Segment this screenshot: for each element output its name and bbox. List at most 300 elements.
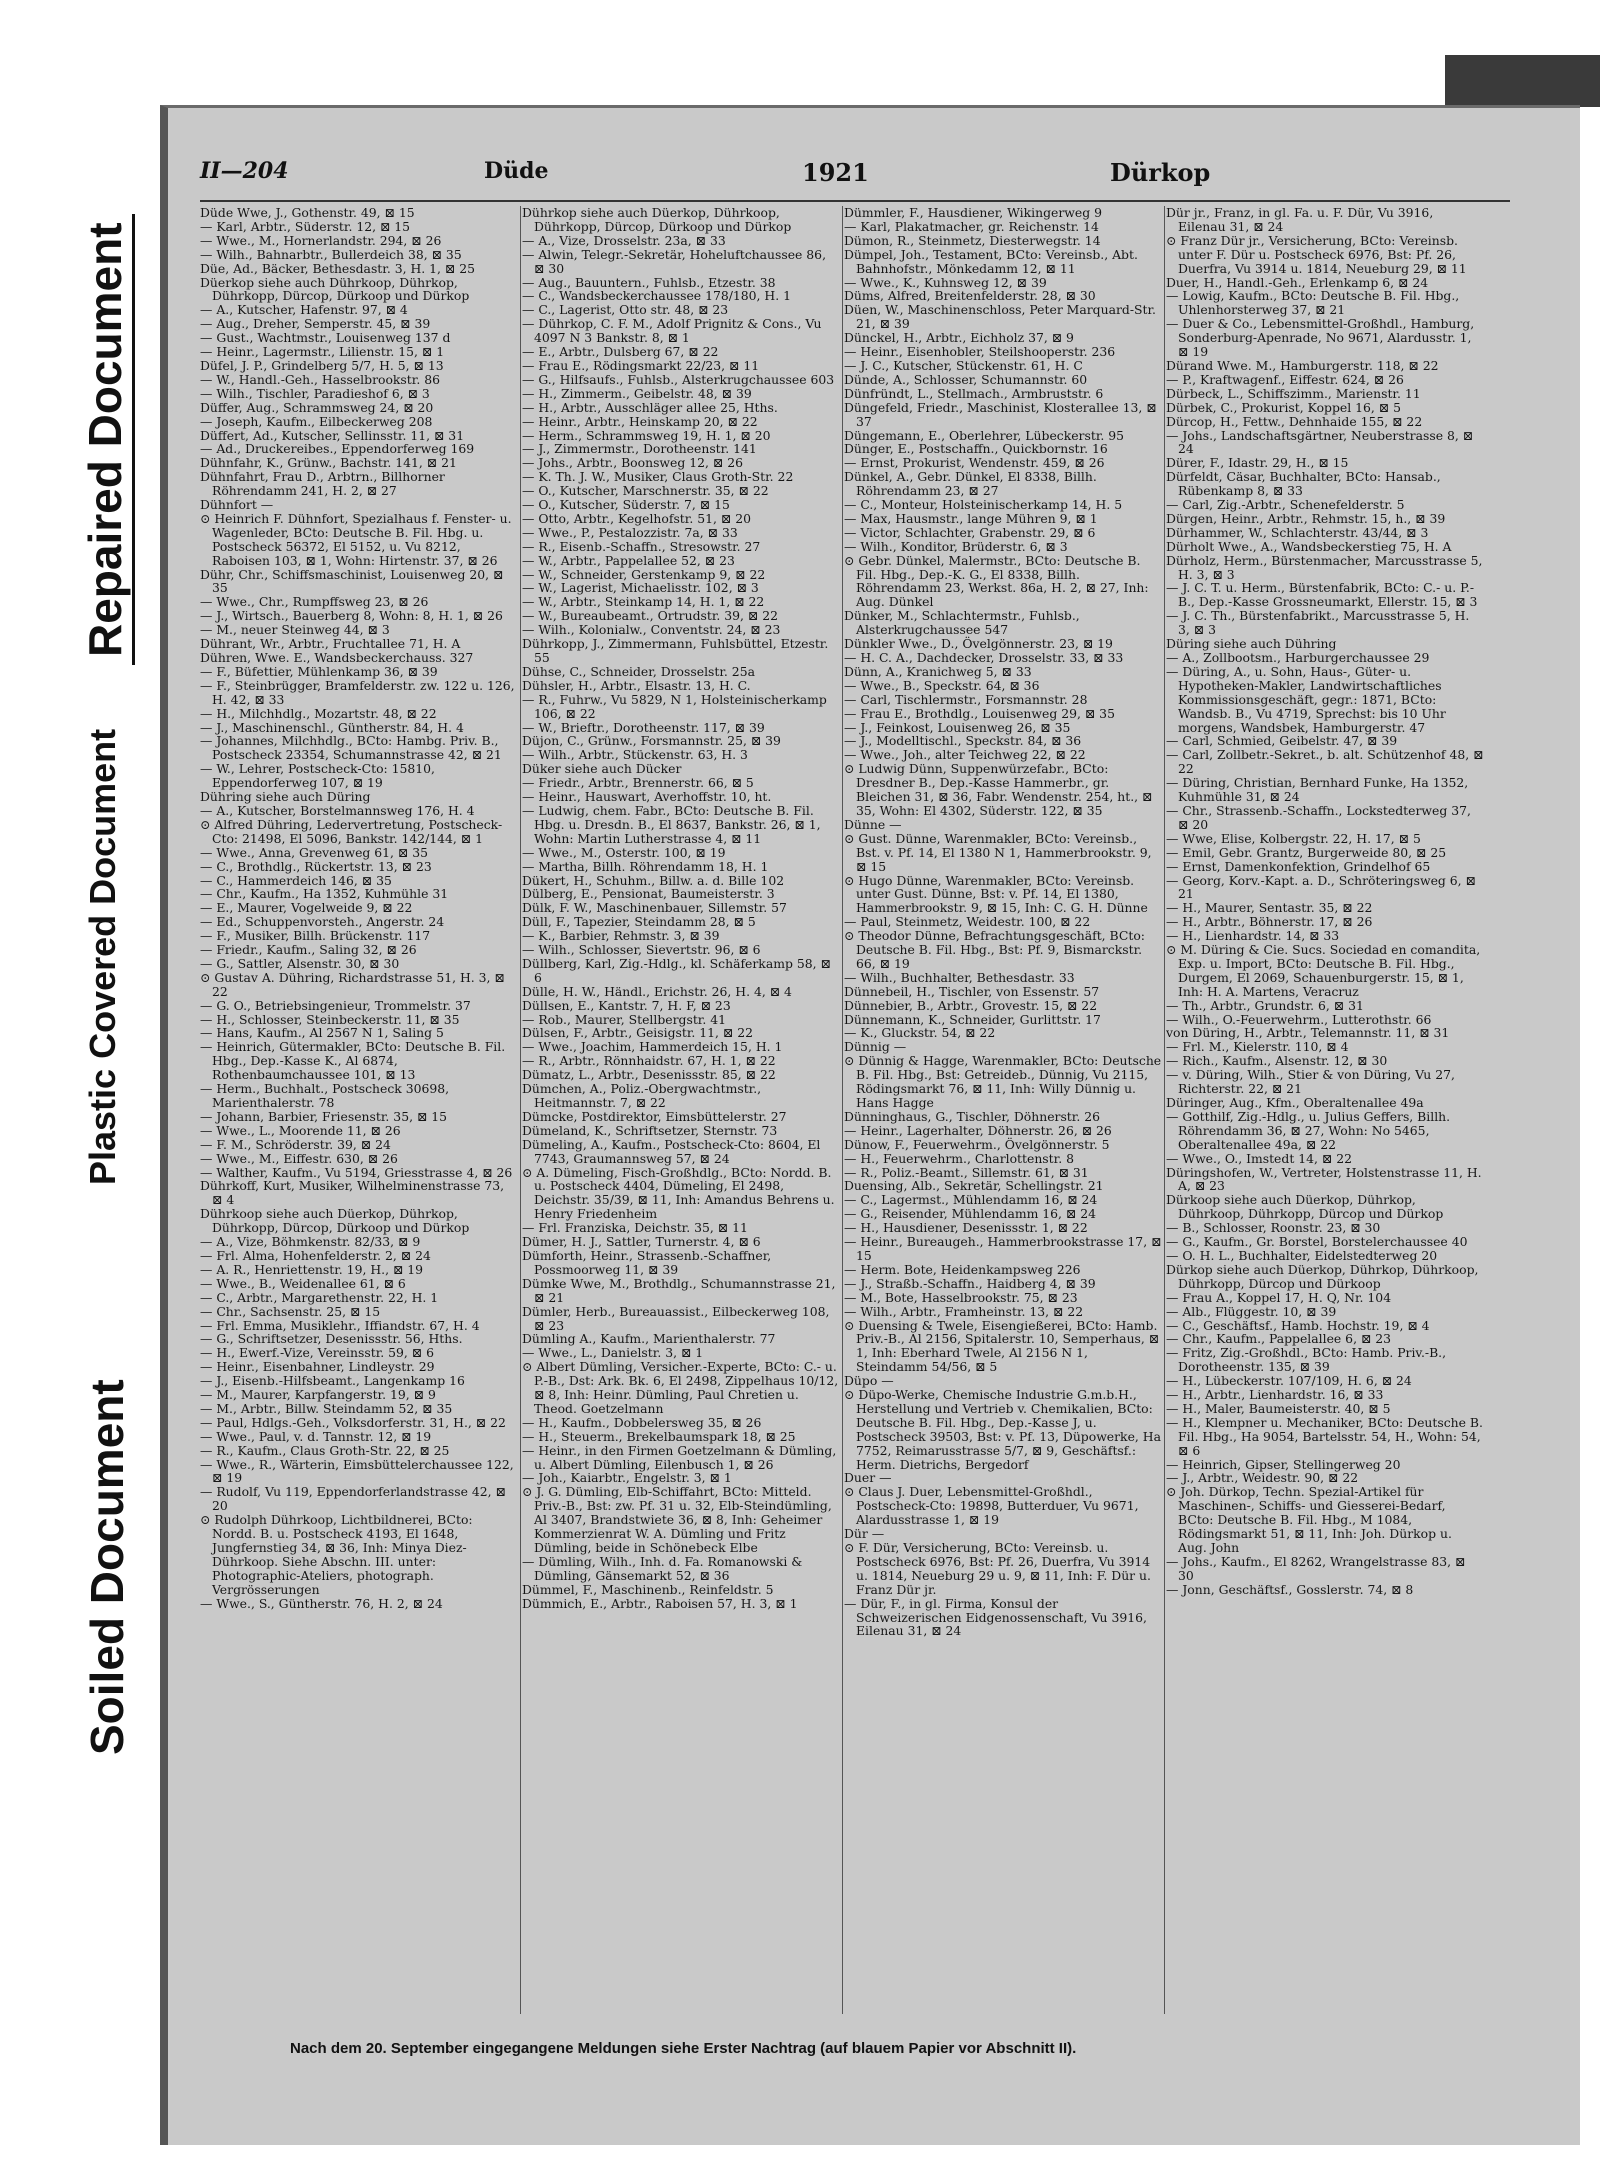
directory-entry: — J., Arbtr., Weidestr. 90, ⊠ 22	[1166, 1470, 1359, 1486]
directory-entry: — Max, Hausmstr., lange Mühren 9, ⊠ 1	[844, 510, 1098, 526]
directory-entry: — Wilh., Bahnarbtr., Bullerdeich 38, ⊠ 35	[200, 246, 462, 262]
directory-entry: — J., Maschinenschl., Güntherstr. 84, H. 4	[200, 719, 464, 735]
directory-entry: Düe, Ad., Bäcker, Bethesdastr. 3, H. 1, ⊠ 25	[200, 260, 476, 276]
directory-entry: Dühren, Wwe. E., Wandsbeckerchauss. 327	[200, 650, 474, 665]
directory-entry: — W., Arbtr., Steinkamp 14, H. 1, ⊠ 22	[522, 594, 765, 610]
directory-entry: — Aug., Dreher, Semperstr. 45, ⊠ 39	[200, 316, 431, 332]
directory-entry: Dühring siehe auch Düring	[200, 789, 371, 805]
directory-entry: — Wwe., Chr., Rumpffsweg 23, ⊠ 26	[200, 594, 429, 610]
directory-entry: Dünnebeil, H., Tischler, von Essenstr. 57	[844, 983, 1100, 999]
directory-entry: — K. Th. J. W., Musiker, Claus Groth-Str. 22	[522, 469, 794, 485]
directory-entry: — Walther, Kaufm., Vu 5194, Griesstrasse 4, ⊠ 26	[200, 1164, 513, 1180]
directory-entry: Dümler, Herb., Bureauassist., Eilbeckerweg 108, ⊠ 23	[522, 1303, 830, 1333]
directory-entry: — Heinr., Bureaugeh., Hammerbrookstrasse 17, ⊠ 15	[844, 1234, 1162, 1263]
directory-entry: — J., Feinkost, Louisenweg 26, ⊠ 35	[844, 719, 1071, 735]
directory-entry: ⊙ Dünnig & Hagge, Warenmakler, BCto: Deutsche B. Fil. Hbg., Bst: Getreideb., Dünnig, Vu 2115, Rödingsmarkt 76, ⊠ 11, Inh: Willy Dünnig u. Hans Hagge	[844, 1053, 1162, 1110]
directory-entry: Dümon, R., Steinmetz, Diesterwegstr. 14	[844, 232, 1101, 248]
directory-entry: — Ernst, Damenkonfektion, Grindelhof 65	[1166, 858, 1431, 874]
directory-entry: — K., Barbier, Rehmstr. 3, ⊠ 39	[522, 928, 720, 944]
directory-entry: Dür jr., Franz, in gl. Fa. u. F. Dür, Vu 3916, Eilenau 31, ⊠ 24	[1166, 206, 1434, 234]
directory-entry: — G., Schriftsetzer, Desenissstr. 56, Hths.	[200, 1331, 463, 1347]
directory-entry: Dümcke, Postdirektor, Eimsbüttelerstr. 27	[522, 1108, 787, 1124]
directory-entry: Dünne —	[844, 816, 902, 832]
directory-entry: Dümatz, L., Arbtr., Desenissstr. 85, ⊠ 22	[522, 1067, 776, 1083]
directory-entry: — J., Eisenb.-Hilfsbeamt., Langenkamp 16	[200, 1373, 465, 1389]
directory-entry: Dürand Wwe. M., Hamburgerstr. 118, ⊠ 22	[1166, 357, 1439, 373]
directory-entry: — W., Lagerist, Michaelisstr. 102, ⊠ 3	[522, 580, 759, 596]
directory-entry: — O. H. L., Buchhalter, Eidelstedterweg 20	[1166, 1247, 1438, 1263]
soiled-document-label: Soiled Document	[81, 1379, 133, 1755]
directory-entry: — Georg, Korv.-Kapt. a. D., Schröteringsweg 6, ⊠ 21	[1166, 872, 1476, 902]
directory-entry: — Heinr., Lagermstr., Lilienstr. 15, ⊠ 1	[200, 344, 445, 360]
directory-entry: — C., Geschäftsf., Hamb. Hochstr. 19, ⊠ 4	[1166, 1317, 1430, 1333]
directory-entry: — Lowig, Kaufm., BCto: Deutsche B. Fil. Hbg., Uhlenhorsterweg 37, ⊠ 21	[1166, 288, 1460, 318]
directory-entry: Dühnfahrt, Frau D., Arbtrn., Billhorner Röhrendamm 241, H. 2, ⊠ 27	[200, 469, 445, 499]
directory-entry: — C., Monteur, Holsteinischerkamp 14, H. 5	[844, 497, 1123, 513]
directory-entry: Dühnfahr, K., Grünw., Bachstr. 141, ⊠ 21	[200, 455, 457, 471]
directory-entry: — Duer & Co., Lebensmittel-Großhdl., Hamburg, Sonderburg-Apenrade, No 9671, Alardusstr. 1, ⊠ 19	[1166, 316, 1475, 360]
directory-entry: — Johs., Landschaftsgärtner, Neuberstrasse 8, ⊠ 24	[1166, 427, 1474, 457]
directory-entry: — v. Düring, Wilh., Stier & von Düring, Vu 27, Richterstr. 22, ⊠ 21	[1166, 1067, 1455, 1097]
directory-entry: Dünker, M., Schlachtermstr., Fuhlsb., Alsterkrugchaussee 547	[844, 608, 1080, 638]
directory-entry: — Frau E., Rödingsmarkt 22/23, ⊠ 11	[522, 357, 760, 373]
directory-entry: Düde Wwe, J., Gothenstr. 49, ⊠ 15	[200, 206, 415, 220]
directory-entry: — A., Kutscher, Borstelmannsweg 176, H. 4	[200, 802, 475, 818]
directory-entry: — W., Lehrer, Postscheck-Cto: 15810, Eppendorferweg 107, ⊠ 19	[200, 761, 435, 791]
directory-entry: Düpo —	[844, 1373, 894, 1389]
directory-entry: — J., Wirtsch., Bauerberg 8, Wohn: 8, H. 1, ⊠ 26	[200, 608, 503, 624]
directory-entry: — Carl, Zig.-Arbtr., Schenefelderstr. 5	[1166, 497, 1405, 513]
directory-entry: Dürholz, Herm., Bürstenmacher, Marcusstrasse 5, H. 3, ⊠ 3	[1166, 552, 1483, 582]
directory-entry: — Martha, Billh. Röhrendamm 18, H. 1	[522, 858, 769, 874]
directory-entry: Dürholt Wwe., A., Wandsbeckerstieg 75, H. A	[1166, 538, 1452, 554]
directory-entry: ⊙ F. Dür, Versicherung, BCto: Vereinsb. u. Postscheck 6976, Bst: Pf. 26, Duerfra, Vu 3914 u. 1814, Neueburg 29 u. 9, ⊠ 11, Inh: F. Dür u. Franz Dür jr.	[844, 1540, 1151, 1597]
directory-entry: — Rich., Kaufm., Alsenstr. 12, ⊠ 30	[1166, 1053, 1388, 1069]
directory-entry: — H. C. A., Dachdecker, Drosselstr. 33, ⊠ 33	[844, 650, 1124, 665]
directory-entry: — F. M., Schröderstr. 39, ⊠ 24	[200, 1136, 391, 1152]
directory-entry: — Heinr., Eisenbahner, Lindleystr. 29	[200, 1359, 435, 1375]
directory-entry: Dümeling, A., Kaufm., Postscheck-Cto: 8604, El 7743, Graumannsweg 57, ⊠ 24	[522, 1136, 821, 1166]
directory-entry: — Wilh., Arbtr., Stückenstr. 63, H. 3	[522, 747, 748, 763]
directory-entry: — R., Poliz.-Beamt., Sillemstr. 61, ⊠ 31	[844, 1164, 1089, 1180]
directory-entry: — Wwe., B., Weidenallee 61, ⊠ 6	[200, 1275, 406, 1291]
directory-entry: Dümmler, F., Hausdiener, Wikingerweg 9	[844, 206, 1102, 220]
directory-entry: — H., Maurer, Sentastr. 35, ⊠ 22	[1166, 900, 1373, 916]
directory-entry: — Wilh., Schlosser, Sievertstr. 96, ⊠ 6	[522, 942, 761, 958]
directory-entry: — Heinr., Arbtr., Heinskamp 20, ⊠ 22	[522, 413, 758, 429]
directory-entry: — Rob., Maurer, Stellbergstr. 41	[522, 1011, 727, 1027]
directory-entry: Dürbeck, L., Schiffszimm., Marienstr. 11	[1166, 385, 1421, 401]
directory-entry: Dürer, F., Idastr. 29, H., ⊠ 15	[1166, 455, 1349, 471]
directory-entry: Duer, H., Handl.-Geh., Erlenkamp 6, ⊠ 24	[1166, 274, 1429, 290]
directory-entry: Dühr, Chr., Schiffsmaschinist, Louisenweg 20, ⊠ 35	[200, 566, 504, 596]
directory-entry: — H., Arbtr., Böhnerstr. 17, ⊠ 26	[1166, 914, 1373, 930]
directory-entry: — H., Schlosser, Steinbeckerstr. 11, ⊠ 35	[200, 1011, 460, 1027]
directory-entry: — Friedr., Kaufm., Saling 32, ⊠ 26	[200, 942, 417, 958]
directory-entry: — M., Bote, Hasselbrookstr. 75, ⊠ 23	[844, 1289, 1078, 1305]
document-condition-labels	[0, 0, 150, 2177]
directory-entry: — Heinrich, Gütermakler, BCto: Deutsche B. Fil. Hbg., Dep.-Kasse K., Al 6874, Rothenbaumchaussee 101, ⊠ 13	[200, 1039, 506, 1083]
directory-entry: — Heinr., Hauswart, Averhoffstr. 10, ht.	[522, 789, 772, 805]
directory-entry: Duensing, Alb., Sekretär, Schellingstr. 21	[844, 1178, 1104, 1194]
directory-entry: — Wilh., Arbtr., Framheinstr. 13, ⊠ 22	[844, 1303, 1084, 1319]
directory-entry: — Ed., Schuppenvorsteh., Angerstr. 24	[200, 914, 445, 930]
directory-entry: — Düring, Christian, Bernhard Funke, Ha 1352, Kuhmühle 31, ⊠ 24	[1166, 775, 1469, 805]
directory-entry: — Victor, Schlachter, Grabenstr. 29, ⊠ 6	[844, 524, 1096, 540]
directory-entry: — Wwe., Joh., alter Teichweg 22, ⊠ 22	[844, 747, 1086, 763]
directory-entry: — Wwe., O., Imstedt 14, ⊠ 22	[1166, 1150, 1352, 1166]
directory-entry: — P., Kraftwagenf., Eiffestr. 624, ⊠ 26	[1166, 371, 1404, 387]
directory-entry: ⊙ Gustav A. Dühring, Richardstrasse 51, H. 3, ⊠ 22	[200, 969, 505, 999]
directory-entry: — Carl, Schmied, Geibelstr. 47, ⊠ 39	[1166, 733, 1398, 749]
directory-entry: Dünninghaus, G., Tischler, Döhnerstr. 26	[844, 1108, 1100, 1124]
directory-entry: — Joseph, Kaufm., Eilbeckerweg 208	[200, 413, 433, 429]
directory-entry: Düjon, C., Grünw., Forsmannstr. 25, ⊠ 39	[522, 733, 781, 749]
directory-entry: ⊙ Hugo Dünne, Warenmakler, BCto: Vereinsb. unter Gust. Dünne, Bst: v. Pf. 14, El 1380, Hammerbrookstr. 9, ⊠ 15, Inh: C. G. H. Dünne	[844, 872, 1148, 916]
directory-entry: Dünn, A., Kranichweg 5, ⊠ 33	[844, 663, 1032, 679]
directory-entry: — Rudolf, Vu 119, Eppendorferlandstrasse 42, ⊠ 20	[200, 1484, 506, 1514]
directory-entry: — Ad., Druckereibes., Eppendorferweg 169	[200, 441, 475, 457]
directory-entry: Dührant, Wr., Arbtr., Fruchtallee 71, H. A	[200, 636, 461, 652]
directory-entry: Dünow, F., Feuerwehrm., Övelgönnerstr. 5	[844, 1136, 1110, 1152]
directory-entry: — R., Eisenb.-Schaffn., Stresowstr. 27	[522, 538, 761, 554]
directory-entry: — Friedr., Arbtr., Brennerstr. 66, ⊠ 5	[522, 775, 754, 791]
directory-entry: Dührkopp, J., Zimmermann, Fuhlsbüttel, Etzestr. 55	[522, 636, 829, 665]
directory-entry: — C., Wandsbeckerchaussee 178/180, H. 1	[522, 288, 791, 304]
header-first-entry: Düde	[484, 158, 549, 184]
directory-entry: Dühnfort —	[200, 497, 274, 513]
directory-entry: — C., Arbtr., Margarethenstr. 22, H. 1	[200, 1289, 439, 1305]
directory-entry: Düffert, Ad., Kutscher, Sellinsstr. 11, ⊠ 31	[200, 427, 465, 443]
directory-entry: Dünnebier, B., Arbtr., Grovestr. 15, ⊠ 22	[844, 997, 1098, 1013]
directory-entry: Düngemann, E., Oberlehrer, Lübeckerstr. 95	[844, 427, 1125, 443]
header-rule	[200, 200, 1510, 202]
directory-entry: — Frl. M., Kielerstr. 110, ⊠ 4	[1166, 1039, 1349, 1055]
directory-entry: — M., Maurer, Karpfangerstr. 19, ⊠ 9	[200, 1387, 436, 1403]
directory-entry: — J. C. Th., Bürstenfabrikt., Marcusstrasse 5, H. 3, ⊠ 3	[1166, 608, 1470, 638]
directory-entry: — Hans, Kaufm., Al 2567 N 1, Saling 5	[200, 1025, 444, 1041]
directory-entry: — Chr., Kaufm., Pappelallee 6, ⊠ 23	[1166, 1331, 1392, 1347]
directory-entry: — J., Zimmermstr., Dorotheenstr. 141	[522, 441, 757, 457]
directory-entry: Dümer, H. J., Sattler, Turnerstr. 4, ⊠ 6	[522, 1234, 761, 1250]
directory-entry: — H., Klempner u. Mechaniker, BCto: Deutsche B. Fil. Hbg., Ha 9054, Bartelsstr. 54, H., Wohn: 54, ⊠ 6	[1166, 1414, 1483, 1458]
directory-column-1	[200, 206, 518, 2026]
directory-entry: — Wwe., M., Osterstr. 100, ⊠ 19	[522, 844, 726, 860]
directory-entry: — Heinrich, Gipser, Stellingerweg 20	[1166, 1456, 1401, 1472]
directory-entry: Düring siehe auch Dühring	[1166, 636, 1337, 652]
directory-entry: — J. C., Kutscher, Stückenstr. 61, H. C	[844, 357, 1083, 373]
directory-entry: ⊙ A. Dümeling, Fisch-Großhdlg., BCto: Nordd. B. u. Postscheck 4404, Dümeling, El 2498, Deichstr. 35/39, ⊠ 11, Inh: Amandus Behrens u. Henry Friedenheim	[522, 1164, 835, 1222]
directory-entry: — Karl, Arbtr., Süderstr. 12, ⊠ 15	[200, 218, 411, 234]
directory-entry: — J., Straßb.-Schaffn., Haidberg 4, ⊠ 39	[844, 1275, 1096, 1291]
directory-entry: — B., Schlosser, Roonstr. 23, ⊠ 30	[1166, 1220, 1381, 1236]
directory-entry: — Frl. Alma, Hohenfelderstr. 2, ⊠ 24	[200, 1247, 431, 1263]
directory-column-3	[844, 206, 1162, 2026]
directory-entry: — Chr., Sachsenstr. 25, ⊠ 15	[200, 1303, 381, 1319]
directory-entry: Dünkler Wwe., D., Övelgönnerstr. 23, ⊠ 19	[844, 636, 1113, 652]
repaired-document-label: Repaired Document	[78, 214, 135, 665]
directory-entry: — Carl, Tischlermstr., Forsmannstr. 28	[844, 691, 1088, 707]
directory-entry: — Düring, A., u. Sohn, Haus-, Güter- u. Hypotheken-Makler, Landwirtschaftliches Kommissionsgeschäft, gegr.: 1871, BCto: Wandsb. B., Vu 4719, Sprechst: bis 10 Uhr morgens, Wandsbek, Hamburgerstr. 47	[1166, 663, 1446, 735]
directory-entry: Dünger, E., Postschaffn., Quickbornstr. 16	[844, 441, 1108, 457]
directory-entry: — Gust., Wachtmstr., Louisenweg 137 d	[200, 330, 451, 346]
directory-entry: — Herm. Bote, Heidenkampsweg 226	[844, 1261, 1081, 1277]
directory-entry: — F., Büfettier, Mühlenkamp 36, ⊠ 39	[200, 663, 438, 679]
directory-entry: Duer —	[844, 1470, 892, 1486]
directory-entry: — Dümling, Wilh., Inh. d. Fa. Romanowski & Dümling, Gänsemarkt 52, ⊠ 36	[522, 1553, 803, 1583]
directory-column-2	[522, 206, 840, 2026]
plastic-covered-document-label: Plastic Covered Document	[82, 728, 123, 1185]
directory-entry: — O., Kutscher, Süderstr. 7, ⊠ 15	[522, 497, 730, 513]
directory-entry: ⊙ Heinrich F. Dühnfort, Spezialhaus f. Fenster- u. Wagenleder, BCto: Deutsche B. Fil. Hbg. u. Postscheck 56372, El 5152, u. Vu 8212, Raboisen 103, ⊠ 1, Wohn: Hirtenstr. 37, ⊠ 26	[200, 510, 512, 568]
directory-entry: — Chr., Kaufm., Ha 1352, Kuhmühle 31	[200, 886, 449, 902]
directory-entry: Dümeland, K., Schriftsetzer, Sternstr. 73	[522, 1122, 778, 1138]
directory-entry: — H., Arbtr., Ausschläger allee 25, Hths.	[522, 399, 778, 415]
directory-entry: — H., Ewerf.-Vize, Vereinsstr. 59, ⊠ 6	[200, 1345, 434, 1361]
directory-entry: — Wilh., O.-Feuerwehrm., Lutterothstr. 66	[1166, 1011, 1432, 1027]
directory-entry: — J., Modelltischl., Speckstr. 84, ⊠ 36	[844, 733, 1082, 749]
directory-entry: Düms, Alfred, Breitenfelderstr. 28, ⊠ 30	[844, 288, 1096, 304]
directory-entry: Dükert, H., Schuhm., Billw. a. d. Bille 102	[522, 872, 785, 888]
directory-entry: — H., Zimmerm., Geibelstr. 48, ⊠ 39	[522, 385, 752, 401]
directory-entry: Dührkoop siehe auch Düerkop, Dührkop, Dührkopp, Dürcop, Dürkoop und Dürkop	[200, 1206, 470, 1236]
directory-entry: — Wwe., M., Hornerlandstr. 294, ⊠ 26	[200, 232, 442, 248]
directory-entry: Dühsler, H., Arbtr., Elsastr. 13, H. C.	[522, 677, 751, 693]
directory-entry: Düffer, Aug., Schrammsweg 24, ⊠ 20	[200, 399, 434, 415]
directory-entry: Dühse, C., Schneider, Drosselstr. 25a	[522, 663, 755, 679]
directory-entry: Dürcop, H., Fettw., Dehnhaide 155, ⊠ 22	[1166, 413, 1423, 429]
directory-entry: — Paul, Steinmetz, Weidestr. 100, ⊠ 22	[844, 914, 1091, 930]
directory-entry: — H., Arbtr., Lienhardstr. 16, ⊠ 33	[1166, 1387, 1384, 1403]
directory-entry: — Paul, Hdlgs.-Geh., Volksdorferstr. 31, H., ⊠ 22	[200, 1414, 506, 1430]
directory-entry: Dümchen, A., Poliz.-Obergwachtmstr., Heitmannstr. 7, ⊠ 22	[522, 1081, 762, 1110]
directory-entry: — H., Maler, Baumeisterstr. 40, ⊠ 5	[1166, 1400, 1391, 1416]
directory-entry: ⊙ Joh. Dürkop, Techn. Spezial-Artikel für Maschinen-, Schiffs- und Giesserei-Bedarf, BCto: Deutsche B. Fil. Hbg., M 1084, Rödingsmarkt 51, ⊠ 11, Inh: Joh. Dürkop u. Aug. John	[1166, 1484, 1452, 1555]
directory-entry: von Düring, H., Arbtr., Telemannstr. 11, ⊠ 31	[1166, 1025, 1450, 1041]
directory-entry: — W., Arbtr., Pappelallee 52, ⊠ 23	[522, 552, 735, 568]
directory-entry: Dürbek, C., Prokurist, Koppel 16, ⊠ 5	[1166, 399, 1401, 415]
directory-entry: — H., Lübeckerstr. 107/109, H. 6, ⊠ 24	[1166, 1373, 1412, 1389]
directory-entry: — Joh., Kaiarbtr., Engelstr. 3, ⊠ 1	[522, 1470, 732, 1486]
directory-entry: — Johannes, Milchhdlg., BCto: Hambg. Priv. B., Postscheck 23354, Schumannstrasse 42, ⊠ 21	[200, 733, 502, 763]
directory-entry: — G., Hilfsaufs., Fuhlsb., Alsterkrugchaussee 603	[522, 371, 835, 387]
directory-entry: Düringshofen, W., Vertreter, Holstenstrasse 11, H. A, ⊠ 23	[1166, 1164, 1482, 1194]
directory-entry: — Alb., Flüggestr. 10, ⊠ 39	[1166, 1303, 1337, 1319]
directory-entry: — H., Lienhardstr. 14, ⊠ 33	[1166, 928, 1340, 944]
directory-entry: — Wilh., Konditor, Brüderstr. 6, ⊠ 3	[844, 538, 1068, 554]
directory-entry: Düringer, Aug., Kfm., Oberaltenallee 49a	[1166, 1095, 1424, 1110]
directory-entry: — Heinr., Lagerhalter, Döhnerstr. 26, ⊠ 26	[844, 1122, 1112, 1138]
directory-entry: — H., Feuerwehrm., Charlottenstr. 8	[844, 1150, 1074, 1166]
directory-entry: Dülberg, E., Pensionat, Baumeisterstr. 3	[522, 886, 775, 902]
directory-entry: — W., Bureaubeamt., Ortrudstr. 39, ⊠ 22	[522, 608, 779, 624]
directory-entry: ⊙ Alfred Dühring, Ledervertretung, Postscheck-Cto: 21498, El 5096, Bankstr. 142/144, ⊠ 1	[200, 816, 503, 846]
directory-entry: — Johs., Kaufm., El 8262, Wrangelstrasse 83, ⊠ 30	[1166, 1553, 1466, 1583]
directory-entry: Düfel, J. P., Grindelberg 5/7, H. 5, ⊠ 13	[200, 357, 444, 373]
scan-corner-shadow	[1445, 55, 1600, 107]
directory-entry: — F., Steinbrügger, Bramfelderstr. zw. 122 u. 126, H. 42, ⊠ 33	[200, 677, 515, 707]
directory-entry: — Frau E., Brothdlg., Louisenweg 29, ⊠ 35	[844, 705, 1115, 721]
directory-entry: — Herm., Schrammsweg 19, H. 1, ⊠ 20	[522, 427, 771, 443]
directory-entry: — Herm., Buchhalt., Postscheck 30698, Marienthalerstr. 78	[200, 1081, 450, 1110]
directory-entry: — W., Handl.-Geh., Hasselbrookstr. 86	[200, 371, 440, 387]
directory-entry: — Ernst, Prokurist, Wendenstr. 459, ⊠ 26	[844, 455, 1105, 471]
directory-entry: ⊙ Gebr. Dünkel, Malermstr., BCto: Deutsche B. Fil. Hbg., Dep.-K. G., El 8338, Billh. Röhrendamm 23, Werkst. 86a, H. 2, ⊠ 27, Inh: Aug. Dünkel	[844, 552, 1149, 610]
directory-entry: — A., Kutscher, Hafenstr. 97, ⊠ 4	[200, 302, 408, 318]
directory-entry: — Chr., Strassenb.-Schaffn., Lockstedterweg 37, ⊠ 20	[1166, 802, 1471, 832]
directory-entry: — C., Lagermst., Mühlendamm 16, ⊠ 24	[844, 1192, 1098, 1208]
directory-entry: — R., Fuhrw., Vu 5829, N 1, Holsteinischerkamp 106, ⊠ 22	[522, 691, 827, 721]
directory-entry: ⊙ Düpo-Werke, Chemische Industrie G.m.b.H., Herstellung und Vertrieb v. Chemikalien, BCto: Deutsche B. Fil. Hbg., Dep.-Kasse J, u. Postscheck 39503, Bst: v. Pf. 13, Düpowerke, Ha 7752, Reimarusstrasse 5/7, ⊠ 9, Geschäftsf.: Herm. Dietrichs, Bergedorf	[844, 1387, 1161, 1472]
directory-entry: ⊙ Theodor Dünne, Befrachtungsgeschäft, BCto: Deutsche B. Fil. Hbg., Bst: Pf. 9, Bismarckstr. 66, ⊠ 19	[844, 928, 1145, 971]
directory-entry: — Heinr., in den Firmen Goetzelmann & Dümling, u. Albert Dümling, Eilenbusch 1, ⊠ 26	[522, 1442, 837, 1472]
directory-entry: Dührkop siehe auch Düerkop, Dührkoop, Dührkopp, Dürcop, Dürkoop und Dürkop	[522, 206, 792, 234]
directory-entry: Dür —	[844, 1526, 885, 1542]
directory-entry: — A. R., Henriettenstr. 19, H., ⊠ 19	[200, 1261, 424, 1277]
directory-entry: — Wwe., Anna, Grevenweg 61, ⊠ 35	[200, 844, 428, 860]
directory-entry: Dürkop siehe auch Düerkop, Dührkop, Dührkoop, Dührkopp, Dürcop und Dürkoop	[1166, 1261, 1479, 1291]
directory-entry: — G., Reisender, Mühlendamm 16, ⊠ 24	[844, 1206, 1097, 1222]
directory-entry: Dümmich, E., Arbtr., Raboisen 57, H. 3, ⊠ 1	[522, 1595, 798, 1611]
header-last-entry: Dürkop	[1110, 158, 1211, 187]
directory-entry: Düker siehe auch Dücker	[522, 761, 682, 777]
directory-entry: — A., Vize, Drosselstr. 23a, ⊠ 33	[522, 232, 726, 248]
directory-entry: ⊙ Gust. Dünne, Warenmakler, BCto: Vereinsb., Bst. v. Pf. 14, El 1380 N 1, Hammerbrookstr. 9, ⊠ 15	[844, 830, 1152, 874]
directory-entry: — Carl, Zollbetr.-Sekret., b. alt. Schützenhof 48, ⊠ 22	[1166, 747, 1484, 777]
directory-entry: — Frl. Franziska, Deichstr. 35, ⊠ 11	[522, 1220, 748, 1236]
directory-entry: — Gotthilf, Zig.-Hdlg., u. Julius Geffers, Billh. Röhrendamm 36, ⊠ 27, Wohn: No 5465, Oberaltenallee 49a, ⊠ 22	[1166, 1108, 1451, 1152]
directory-entry: — O., Kutscher, Marschnerstr. 35, ⊠ 22	[522, 483, 769, 499]
directory-entry: ⊙ Duensing & Twele, Eisengießerei, BCto: Hamb. Priv.-B., Al 2156, Spitalerstr. 10, Semperhaus, ⊠ 1, Inh: Eberhard Twele, Al 2156 N 1, Steindamm 54/56, ⊠ 5	[844, 1317, 1160, 1375]
directory-entry: Düngefeld, Friedr., Maschinist, Klosterallee 13, ⊠ 37	[844, 399, 1157, 429]
directory-entry: Dünnig —	[844, 1039, 907, 1055]
directory-columns	[200, 206, 1510, 2026]
directory-entry: — C., Hammerdeich 146, ⊠ 35	[200, 872, 392, 888]
directory-entry: Dürgen, Heinr., Arbtr., Rehmstr. 15, h., ⊠ 39	[1166, 510, 1446, 526]
directory-entry: — Emil, Gebr. Grantz, Burgerweide 80, ⊠ 25	[1166, 844, 1447, 860]
directory-entry: ⊙ J. G. Dümling, Elb-Schiffahrt, BCto: Mitteld. Priv.-B., Bst: zw. Pf. 31 u. 32, Elb-Steindümling, Al 3407, Brandstwiete 36, ⊠ 8, Inh: Geheimer Kommerzienrat W. A. Dümling und Fritz Dümling, beide in Schönebeck Elbe	[522, 1484, 832, 1555]
directory-entry: — F., Musiker, Billh. Brückenstr. 117	[200, 928, 431, 944]
directory-entry: ⊙ Claus J. Duer, Lebensmittel-Großhdl., Postscheck-Cto: 19898, Butterduer, Vu 9671, Alardusstrasse 1, ⊠ 19	[844, 1484, 1139, 1528]
directory-entry: — Wwe., S., Güntherstr. 76, H. 2, ⊠ 24	[200, 1595, 443, 1611]
directory-entry: — A., Zollbootsm., Harburgerchaussee 29	[1166, 650, 1430, 665]
directory-entry: — Ludwig, chem. Fabr., BCto: Deutsche B. Fil. Hbg. u. Dresdn. B., El 8637, Bankstr. 26, ⊠ 1, Wohn: Martin Lutherstrasse 4, ⊠ 11	[522, 802, 821, 846]
directory-entry: — Wwe., L., Moorende 11, ⊠ 26	[200, 1122, 401, 1138]
directory-entry: Dürhammer, W., Schlachterstr. 43/44, ⊠ 3	[1166, 524, 1429, 540]
directory-entry: — E., Arbtr., Dulsberg 67, ⊠ 22	[522, 344, 719, 360]
header-year: 1921	[802, 158, 869, 187]
directory-entry: Dümmel, F., Maschinenb., Reinfeldstr. 5	[522, 1581, 774, 1597]
directory-entry: Dürkoop siehe auch Düerkop, Dührkop, Dührkoop, Dührkopp, Dürcop und Dürkop	[1166, 1192, 1444, 1222]
directory-entry: — A., Vize, Böhmkenstr. 82/33, ⊠ 9	[200, 1234, 421, 1250]
directory-entry: Dünfründt, L., Stellmach., Armbruststr. 6	[844, 385, 1104, 401]
directory-entry: Düll, F., Tapezier, Steindamm 28, ⊠ 5	[522, 914, 756, 930]
directory-entry: — R., Kaufm., Claus Groth-Str. 22, ⊠ 25	[200, 1442, 450, 1458]
directory-entry: Dünnemann, K., Schneider, Gurlittstr. 17	[844, 1011, 1101, 1027]
directory-entry: — Johann, Barbier, Friesenstr. 35, ⊠ 15	[200, 1108, 448, 1124]
directory-entry: Dürfeldt, Cäsar, Buchhalter, BCto: Hansab., Rübenkamp 8, ⊠ 33	[1166, 469, 1441, 499]
directory-entry: — Johs., Arbtr., Boonsweg 12, ⊠ 26	[522, 455, 743, 471]
directory-entry: — Frau A., Koppel 17, H. Q, Nr. 104	[1166, 1289, 1392, 1305]
directory-entry: Dümke Wwe, M., Brothdlg., Schumannstrasse 21, ⊠ 21	[522, 1275, 836, 1305]
directory-entry: — Wilh., Tischler, Paradieshof 6, ⊠ 3	[200, 385, 430, 401]
directory-entry: — Dür, F., in gl. Firma, Konsul der Schweizerischen Eidgenossenschaft, Vu 3916, Eilenau 31, ⊠ 24	[844, 1595, 1147, 1639]
directory-entry: ⊙ Albert Dümling, Versicher.-Experte, BCto: C.- u. P.-B., Dst: Ark. Bk. 6, El 2498, Zippelhaus 10/12, ⊠ 8, Inh: Heinr. Dümling, Paul Chretien u. Theod. Goetzelmann	[522, 1359, 839, 1416]
directory-entry: — G., Sattler, Alsenstr. 30, ⊠ 30	[200, 955, 400, 971]
directory-entry: — Wilh., Kolonialw., Conventstr. 24, ⊠ 23	[522, 622, 781, 638]
directory-entry: — Wwe., P., Pestalozzistr. 7a, ⊠ 33	[522, 524, 738, 540]
directory-entry: ⊙ Ludwig Dünn, Suppenwürzefabr., BCto: Dresdner B., Dep.-Kasse Hammerbr., gr. Bleichen 31, ⊠ 36, Fabr. Wendenstr. 254, ht., ⊠ 35, Wohn: El 4302, Süderstr. 122, ⊠ 35	[844, 761, 1153, 818]
directory-entry: — W., Brieftr., Dorotheenstr. 117, ⊠ 39	[522, 719, 765, 735]
directory-entry: — Wwe., K., Kuhnsweg 12, ⊠ 39	[844, 274, 1047, 290]
directory-entry: — Frl. Emma, Musiklehr., Iffiandstr. 67, H. 4	[200, 1317, 480, 1333]
directory-entry: — Wwe., R., Wärterin, Eimsbüttelerchaussee 122, ⊠ 19	[200, 1456, 514, 1486]
directory-entry: — Heinr., Eisenhobler, Steilshooperstr. 236	[844, 344, 1116, 360]
directory-entry: — Wwe, Elise, Kolbergstr. 22, H. 17, ⊠ 5	[1166, 830, 1421, 846]
directory-entry: — Wwe., L., Danielstr. 3, ⊠ 1	[522, 1345, 704, 1361]
directory-entry: — G. O., Betriebsingenieur, Trommelstr. 37	[200, 997, 471, 1013]
directory-entry: Dülle, H. W., Händl., Erichstr. 26, H. 4, ⊠ 4	[522, 983, 792, 999]
directory-entry: — Aug., Bauuntern., Fuhlsb., Etzestr. 38	[522, 274, 776, 290]
directory-entry: Düen, W., Maschinenschloss, Peter Marquard-Str. 21, ⊠ 39	[844, 302, 1156, 332]
directory-entry: — H., Milchhdlg., Mozartstr. 48, ⊠ 22	[200, 705, 437, 721]
directory-entry: Dünkel, A., Gebr. Dünkel, El 8338, Billh. Röhrendamm 23, ⊠ 27	[844, 469, 1097, 499]
directory-entry: — W., Schneider, Gerstenkamp 9, ⊠ 22	[522, 566, 766, 582]
directory-entry: Dülsen, F., Arbtr., Geisigstr. 11, ⊠ 22	[522, 1025, 754, 1041]
directory-entry: Düllsen, E., Kantstr. 7, H. F, ⊠ 23	[522, 997, 731, 1013]
directory-entry: Dülk, F. W., Maschinenbauer, Sillemstr. 57	[522, 900, 787, 916]
directory-entry: — Wwe., Paul, v. d. Tannstr. 12, ⊠ 19	[200, 1428, 432, 1444]
directory-entry: — Alwin, Telegr.-Sekretär, Hoheluftchaussee 86, ⊠ 30	[522, 246, 827, 276]
directory-entry: — G., Kaufm., Gr. Borstel, Borstelerchaussee 40	[1166, 1234, 1468, 1250]
directory-entry: — H., Steuerm., Brekelbaumspark 18, ⊠ 25	[522, 1428, 796, 1444]
directory-entry: — Wwe., Joachim, Hammerdeich 15, H. 1	[522, 1039, 783, 1055]
directory-entry: — Wwe., M., Eiffestr. 630, ⊠ 26	[200, 1150, 398, 1166]
directory-entry: — Karl, Plakatmacher, gr. Reichenstr. 14	[844, 218, 1099, 234]
directory-entry: — J. C. T. u. Herm., Bürstenfabrik, BCto: C.- u. P.-B., Dep.-Kasse Grossneumarkt, Ellerstr. 15, ⊠ 3	[1166, 580, 1478, 610]
directory-entry: — K., Gluckstr. 54, ⊠ 22	[844, 1025, 996, 1041]
directory-entry: Dünde, A., Schlosser, Schumannstr. 60	[844, 371, 1088, 387]
directory-entry: ⊙ M. Düring & Cie. Sucs. Sociedad en comandita, Exp. u. Import, BCto: Deutsche B. Fil. Hbg., Durgem, El 2069, Schauenburgerstr. 15, ⊠ 1, Inh: H. A. Martens, Veracruz	[1166, 942, 1481, 999]
directory-entry: Dührkoff, Kurt, Musiker, Wilhelminenstrasse 73, ⊠ 4	[200, 1178, 505, 1208]
directory-entry: — C., Brothdlg., Rückertstr. 13, ⊠ 23	[200, 858, 432, 874]
directory-entry: Dümpel, Joh., Testament, BCto: Vereinsb., Abt. Bahnhofstr., Mönkedamm 12, ⊠ 11	[844, 246, 1138, 276]
directory-entry: — M., neuer Steinweg 44, ⊠ 3	[200, 622, 390, 638]
page-number: II—204	[200, 158, 289, 184]
directory-entry: — Otto, Arbtr., Kegelhofstr. 51, ⊠ 20	[522, 510, 751, 526]
directory-entry: Düerkop siehe auch Dührkoop, Dührkop, Dührkopp, Dürcop, Dürkoop und Dürkop	[200, 274, 470, 304]
directory-entry: Dümling A., Kaufm., Marienthalerstr. 77	[522, 1331, 776, 1347]
directory-entry: — Th., Arbtr., Grundstr. 6, ⊠ 31	[1166, 997, 1364, 1013]
directory-entry: Dümforth, Heinr., Strassenb.-Schaffner, Possmoorweg 11, ⊠ 39	[522, 1247, 772, 1277]
directory-entry: — H., Kaufm., Dobbelersweg 35, ⊠ 26	[522, 1414, 762, 1430]
directory-entry: — C., Lagerist, Otto str. 48, ⊠ 23	[522, 302, 729, 318]
directory-entry: — Dührkop, C. F. M., Adolf Prignitz & Cons., Vu 4097 N 3 Bankstr. 8, ⊠ 1	[522, 316, 822, 346]
directory-entry: — H., Hausdiener, Desenissstr. 1, ⊠ 22	[844, 1220, 1088, 1236]
footer-note: Nach dem 20. September eingegangene Meldungen siehe Erster Nachtrag (auf blauem Papier vor Abschnitt II).	[290, 2040, 1077, 2057]
directory-entry: Düllberg, Karl, Zig.-Hdlg., kl. Schäferkamp 58, ⊠ 6	[522, 955, 831, 985]
directory-entry: — Wwe., B., Speckstr. 64, ⊠ 36	[844, 677, 1040, 693]
directory-entry: ⊙ Rudolph Dührkoop, Lichtbildnerei, BCto: Nordd. B. u. Postscheck 4193, El 1648, Jungfernstieg 34, ⊠ 36, Inh: Minya Diez-Dührkoop. Siehe Abschn. III. unter: Photographic-Ateliers, photograph. Vergrösserungen	[200, 1512, 473, 1597]
directory-column-4	[1166, 206, 1484, 2026]
directory-entry: — Jonn, Geschäftsf., Gosslerstr. 74, ⊠ 8	[1166, 1581, 1414, 1597]
directory-entry: — M., Arbtr., Billw. Steindamm 52, ⊠ 35	[200, 1400, 453, 1416]
directory-entry: — E., Maurer, Vogelweide 9, ⊠ 22	[200, 900, 413, 916]
directory-entry: — Fritz, Zig.-Großhdl., BCto: Hamb. Priv.-B., Dorotheenstr. 135, ⊠ 39	[1166, 1345, 1447, 1375]
directory-entry: Dünckel, H., Arbtr., Eichholz 37, ⊠ 9	[844, 330, 1074, 346]
page-header	[200, 158, 1560, 194]
directory-entry: — R., Arbtr., Rönnhaidstr. 67, H. 1, ⊠ 22	[522, 1053, 776, 1069]
